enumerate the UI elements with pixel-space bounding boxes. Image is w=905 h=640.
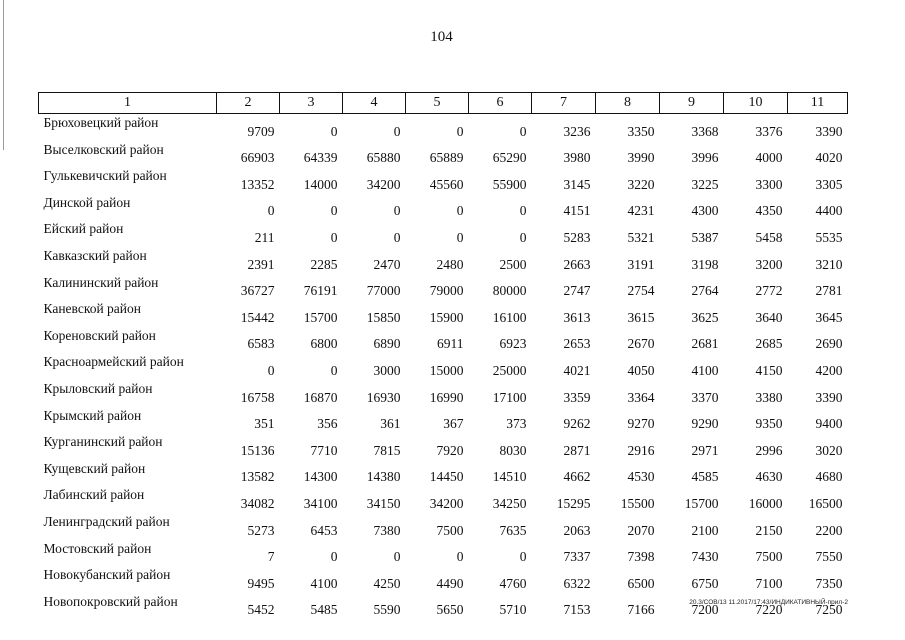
value-cell: 2285 (310, 256, 338, 272)
value-cell: 0 (393, 229, 401, 245)
table-row (39, 513, 848, 540)
value-cell: 4630 (755, 469, 783, 485)
value-cell: 5650 (436, 602, 464, 618)
value-cell: 13582 (240, 469, 275, 485)
value-cell: 4050 (627, 362, 655, 378)
table-row (39, 540, 848, 567)
value-cell: 4000 (755, 150, 783, 166)
value-cell: 34250 (492, 495, 527, 511)
district-name-cell: Ленинградский район (43, 513, 170, 529)
value-cell: 356 (317, 416, 338, 432)
value-cell: 65880 (366, 150, 401, 166)
district-name-cell: Лабинский район (43, 487, 145, 503)
value-cell: 14300 (303, 469, 338, 485)
table-row (39, 194, 848, 221)
value-cell: 34200 (429, 495, 464, 511)
value-cell: 45560 (429, 176, 464, 192)
district-name-cell: Кущевский район (43, 460, 146, 476)
district-name-cell: Брюховецкий район (43, 115, 159, 130)
district-name-cell: Мостовский район (43, 540, 152, 556)
value-cell: 77000 (366, 283, 401, 299)
value-cell: 0 (519, 549, 527, 565)
value-cell: 367 (443, 416, 464, 432)
value-cell: 16100 (492, 309, 527, 325)
footer-note: 20.3/СОВ/13 11.2017/17:43/ИНДИКАТИВНЫЙ-прил-2 (689, 599, 848, 606)
value-cell: 3980 (563, 150, 591, 166)
value-cell: 3390 (815, 389, 843, 405)
value-cell: 5458 (755, 229, 783, 245)
value-cell: 36727 (240, 283, 275, 299)
value-cell: 5535 (815, 229, 843, 245)
value-cell: 14450 (429, 469, 464, 485)
value-cell: 2500 (499, 256, 527, 272)
value-cell: 3359 (563, 389, 591, 405)
value-cell: 2200 (815, 522, 843, 538)
value-cell: 3225 (691, 176, 719, 192)
table-row (39, 114, 848, 141)
value-cell: 3305 (815, 176, 843, 192)
value-cell: 3145 (563, 176, 591, 192)
value-cell: 5321 (627, 229, 655, 245)
district-name-cell: Крымский район (43, 407, 142, 423)
column-header: 1 (39, 93, 217, 114)
value-cell: 4530 (627, 469, 655, 485)
value-cell: 0 (330, 549, 338, 565)
value-cell: 3645 (815, 309, 843, 325)
value-cell: 4231 (627, 203, 655, 219)
value-cell: 7398 (627, 549, 655, 565)
value-cell: 15442 (240, 309, 275, 325)
value-cell: 6750 (691, 575, 719, 591)
value-cell: 5710 (499, 602, 527, 618)
value-cell: 0 (456, 549, 464, 565)
table-body (39, 114, 848, 620)
value-cell: 80000 (492, 283, 527, 299)
value-cell: 4400 (815, 203, 843, 219)
value-cell: 351 (254, 416, 275, 432)
column-header: 4 (343, 93, 406, 114)
value-cell: 7250 (815, 602, 843, 618)
value-cell: 0 (519, 229, 527, 245)
value-cell: 2971 (691, 442, 719, 458)
value-cell: 34082 (240, 495, 275, 511)
value-cell: 16000 (748, 495, 783, 511)
value-cell: 2754 (627, 283, 655, 299)
value-cell: 15500 (620, 495, 655, 511)
value-cell: 2747 (563, 283, 591, 299)
value-cell: 2772 (755, 283, 783, 299)
value-cell: 3615 (627, 309, 655, 325)
value-cell: 16758 (240, 389, 275, 405)
value-cell: 3300 (755, 176, 783, 192)
value-cell: 7500 (755, 549, 783, 565)
value-cell: 3376 (755, 123, 783, 139)
value-cell: 0 (267, 203, 275, 219)
value-cell: 3640 (755, 309, 783, 325)
table-row (39, 300, 848, 327)
district-name-cell: Гулькевичский район (43, 168, 167, 184)
district-name-cell: Новокубанский район (43, 567, 171, 583)
value-cell: 0 (456, 123, 464, 139)
district-name-cell: Кавказский район (43, 247, 147, 263)
column-header: 9 (660, 93, 724, 114)
value-cell: 5485 (310, 602, 338, 618)
column-header: 7 (532, 93, 596, 114)
value-cell: 16500 (808, 495, 843, 511)
value-cell: 3996 (691, 150, 719, 166)
value-cell: 2663 (563, 256, 591, 272)
value-cell: 7815 (373, 442, 401, 458)
value-cell: 7220 (755, 602, 783, 618)
value-cell: 4200 (815, 362, 843, 378)
value-cell: 7635 (499, 522, 527, 538)
value-cell: 9290 (691, 416, 719, 432)
value-cell: 3370 (691, 389, 719, 405)
value-cell: 76191 (303, 283, 338, 299)
value-cell: 4585 (691, 469, 719, 485)
district-name-cell: Красноармейский район (43, 354, 184, 370)
value-cell: 2470 (373, 256, 401, 272)
column-header: 10 (724, 93, 788, 114)
table-row (39, 220, 848, 247)
value-cell: 0 (456, 229, 464, 245)
value-cell: 13352 (240, 176, 275, 192)
value-cell: 8030 (499, 442, 527, 458)
value-cell: 4490 (436, 575, 464, 591)
value-cell: 0 (456, 203, 464, 219)
column-header: 11 (788, 93, 848, 114)
district-name-cell: Новопокровский район (43, 593, 178, 609)
value-cell: 5452 (247, 602, 275, 618)
value-cell: 9350 (755, 416, 783, 432)
value-cell: 9400 (815, 416, 843, 432)
district-name-cell: Динской район (43, 194, 131, 210)
value-cell: 4760 (499, 575, 527, 591)
table-row (39, 407, 848, 434)
value-cell: 3613 (563, 309, 591, 325)
value-cell: 7920 (436, 442, 464, 458)
value-cell: 7166 (627, 602, 655, 618)
value-cell: 7200 (691, 602, 719, 618)
value-cell: 14000 (303, 176, 338, 192)
table-header-row (39, 93, 848, 114)
value-cell: 4021 (563, 362, 591, 378)
district-name-cell: Кореновский район (43, 327, 156, 343)
value-cell: 34150 (366, 495, 401, 511)
column-header: 8 (596, 93, 660, 114)
value-cell: 4151 (563, 203, 591, 219)
value-cell: 15850 (366, 309, 401, 325)
table-row (39, 353, 848, 380)
value-cell: 4662 (563, 469, 591, 485)
value-cell: 2764 (691, 283, 719, 299)
value-cell: 5387 (691, 229, 719, 245)
value-cell: 5590 (373, 602, 401, 618)
page-number: 104 (430, 29, 453, 45)
value-cell: 7500 (436, 522, 464, 538)
district-name-cell: Выселковский район (43, 141, 164, 157)
value-cell: 361 (380, 416, 401, 432)
value-cell: 5273 (247, 522, 275, 538)
column-header: 5 (406, 93, 469, 114)
value-cell: 7350 (815, 575, 843, 591)
value-cell: 14510 (492, 469, 527, 485)
value-cell: 2391 (247, 256, 275, 272)
value-cell: 3020 (815, 442, 843, 458)
table-row (39, 167, 848, 194)
value-cell: 2681 (691, 336, 719, 352)
district-name-cell: Каневской район (43, 301, 141, 317)
value-cell: 15700 (684, 495, 719, 511)
value-cell: 0 (393, 203, 401, 219)
district-name-cell: Калининский район (43, 274, 159, 290)
value-cell: 9709 (247, 123, 275, 139)
value-cell: 6890 (373, 336, 401, 352)
value-cell: 2781 (815, 283, 843, 299)
table-row (39, 380, 848, 407)
value-cell: 2063 (563, 522, 591, 538)
value-cell: 7153 (563, 602, 591, 618)
value-cell: 4100 (310, 575, 338, 591)
column-header: 2 (217, 93, 280, 114)
district-name-cell: Ейский район (43, 221, 124, 237)
value-cell: 3990 (627, 150, 655, 166)
value-cell: 0 (519, 203, 527, 219)
value-cell: 0 (519, 123, 527, 139)
district-name-cell: Курганинский район (43, 434, 163, 450)
value-cell: 2070 (627, 522, 655, 538)
value-cell: 2916 (627, 442, 655, 458)
value-cell: 34200 (366, 176, 401, 192)
value-cell: 16870 (303, 389, 338, 405)
value-cell: 3380 (755, 389, 783, 405)
value-cell: 2690 (815, 336, 843, 352)
value-cell: 3368 (691, 123, 719, 139)
value-cell: 65290 (492, 150, 527, 166)
value-cell: 16990 (429, 389, 464, 405)
value-cell: 15700 (303, 309, 338, 325)
value-cell: 7550 (815, 549, 843, 565)
value-cell: 7430 (691, 549, 719, 565)
data-table (38, 92, 848, 619)
value-cell: 5283 (563, 229, 591, 245)
value-cell: 15295 (556, 495, 591, 511)
district-name-cell: Крыловский район (43, 380, 153, 396)
value-cell: 2996 (755, 442, 783, 458)
value-cell: 15000 (429, 362, 464, 378)
column-header: 3 (280, 93, 343, 114)
table-row (39, 433, 848, 460)
value-cell: 6911 (437, 336, 464, 352)
value-cell: 2685 (755, 336, 783, 352)
value-cell: 2871 (563, 442, 591, 458)
value-cell: 6322 (563, 575, 591, 591)
value-cell: 3210 (815, 256, 843, 272)
table-row (39, 274, 848, 301)
value-cell: 3236 (563, 123, 591, 139)
value-cell: 373 (506, 416, 527, 432)
value-cell: 4250 (373, 575, 401, 591)
value-cell: 6453 (310, 522, 338, 538)
value-cell: 211 (254, 229, 275, 245)
value-cell: 4680 (815, 469, 843, 485)
value-cell: 79000 (429, 283, 464, 299)
value-cell: 9495 (247, 575, 275, 591)
value-cell: 66903 (240, 150, 275, 166)
value-cell: 0 (330, 203, 338, 219)
value-cell: 0 (330, 229, 338, 245)
value-cell: 2150 (755, 522, 783, 538)
value-cell: 16930 (366, 389, 401, 405)
value-cell: 7380 (373, 522, 401, 538)
value-cell: 9262 (563, 416, 591, 432)
value-cell: 17100 (492, 389, 527, 405)
value-cell: 55900 (492, 176, 527, 192)
value-cell: 0 (393, 123, 401, 139)
value-cell: 6800 (310, 336, 338, 352)
table-row (39, 247, 848, 274)
table-row (39, 460, 848, 487)
value-cell: 0 (393, 549, 401, 565)
value-cell: 6923 (499, 336, 527, 352)
value-cell: 3198 (691, 256, 719, 272)
value-cell: 34100 (303, 495, 338, 511)
column-header: 6 (469, 93, 532, 114)
value-cell: 3364 (627, 389, 655, 405)
value-cell: 2653 (563, 336, 591, 352)
value-cell: 0 (267, 362, 275, 378)
value-cell: 6583 (247, 336, 275, 352)
value-cell: 64339 (303, 150, 338, 166)
value-cell: 9270 (627, 416, 655, 432)
value-cell: 7337 (563, 549, 591, 565)
value-cell: 4350 (755, 203, 783, 219)
table-row (39, 327, 848, 354)
table-row (39, 566, 848, 593)
left-margin-line (3, 0, 4, 150)
value-cell: 3625 (691, 309, 719, 325)
value-cell: 15900 (429, 309, 464, 325)
value-cell: 3220 (627, 176, 655, 192)
value-cell: 7100 (755, 575, 783, 591)
value-cell: 3000 (373, 362, 401, 378)
value-cell: 15136 (240, 442, 275, 458)
value-cell: 3350 (627, 123, 655, 139)
value-cell: 4300 (691, 203, 719, 219)
table-row (39, 486, 848, 513)
table-row (39, 141, 848, 168)
value-cell: 3200 (755, 256, 783, 272)
value-cell: 3191 (627, 256, 655, 272)
value-cell: 14380 (366, 469, 401, 485)
value-cell: 3390 (815, 123, 843, 139)
value-cell: 6500 (627, 575, 655, 591)
value-cell: 25000 (492, 362, 527, 378)
value-cell: 4020 (815, 150, 843, 166)
value-cell: 2100 (691, 522, 719, 538)
value-cell: 7710 (310, 442, 338, 458)
value-cell: 0 (330, 362, 338, 378)
value-cell: 2480 (436, 256, 464, 272)
value-cell: 7 (267, 549, 275, 565)
value-cell: 2670 (627, 336, 655, 352)
value-cell: 4150 (755, 362, 783, 378)
value-cell: 0 (330, 123, 338, 139)
value-cell: 4100 (691, 362, 719, 378)
value-cell: 65889 (429, 150, 464, 166)
